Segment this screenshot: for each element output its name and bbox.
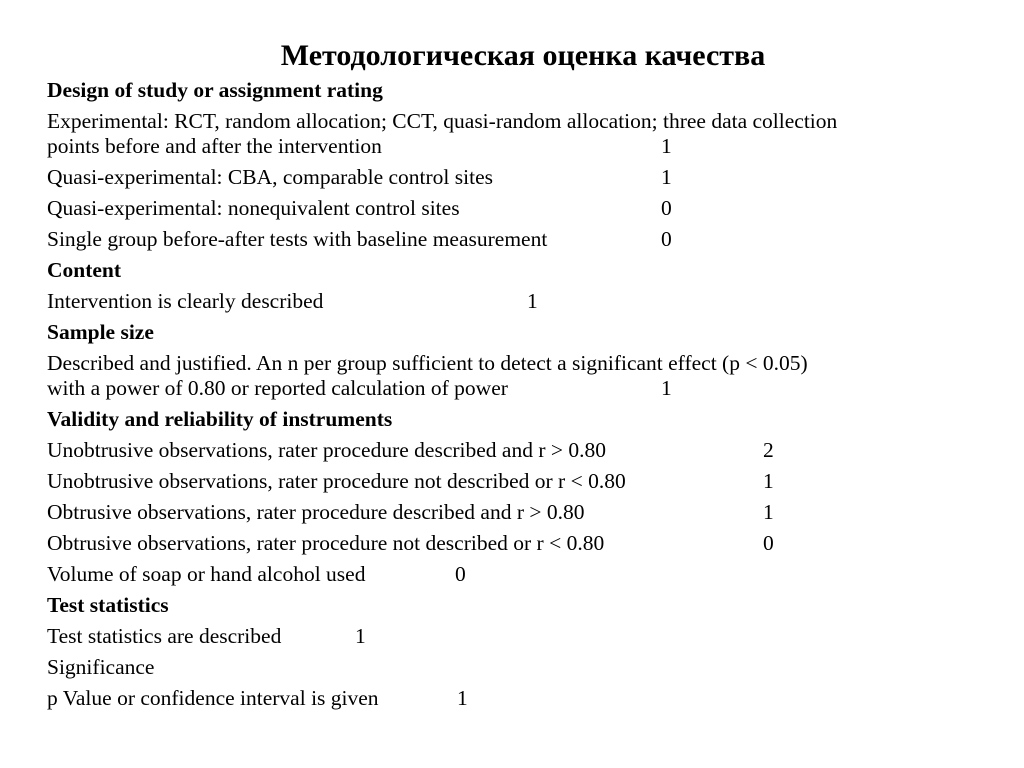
criterion-score: 0 <box>763 531 774 555</box>
criterion-row-intervention <box>47 289 1017 314</box>
criterion-text: Volume of soap or hand alcohol used <box>47 562 366 586</box>
criterion-text: Obtrusive observations, rater procedure not described or r < 0.80 <box>47 531 605 555</box>
criterion-text: Obtrusive observations, rater procedure described and r > 0.80 <box>47 500 585 524</box>
criterion-text: Unobtrusive observations, rater procedure not described or r < 0.80 <box>47 469 626 493</box>
criterion-row-unobtrusive-described <box>47 438 1017 463</box>
criterion-score: 1 <box>661 134 672 158</box>
section-heading-validity <box>47 407 1017 432</box>
section-label-significance <box>47 655 1017 680</box>
criterion-score: 1 <box>355 624 366 648</box>
criterion-text: Quasi-experimental: nonequivalent control sites <box>47 196 460 220</box>
section-heading-text: Design of study or assignment rating <box>47 78 383 102</box>
criterion-row-p-value <box>47 686 1017 711</box>
criterion-row-experimental <box>47 109 1017 159</box>
criterion-row-test-statistics <box>47 624 1017 649</box>
section-heading-design <box>47 78 1017 103</box>
criterion-row-soap-volume <box>47 562 1017 587</box>
criterion-row-quasi-nonequivalent <box>47 196 1017 221</box>
criteria-list <box>47 78 1017 717</box>
section-heading-sample-size <box>47 320 1017 345</box>
section-heading-content <box>47 258 1017 283</box>
criterion-text: Quasi-experimental: CBA, comparable control sites <box>47 165 493 189</box>
criterion-score: 1 <box>457 686 468 710</box>
criterion-text: Intervention is clearly described <box>47 289 324 313</box>
criterion-row-sample <box>47 351 1017 401</box>
criterion-score: 1 <box>763 500 774 524</box>
criterion-text-line2: with a power of 0.80 or reported calculation of power <box>47 376 508 400</box>
criterion-row-unobtrusive-not-described <box>47 469 1017 494</box>
criterion-score: 1 <box>661 165 672 189</box>
criterion-score: 1 <box>661 376 672 400</box>
section-heading-test-statistics <box>47 593 1017 618</box>
section-heading-text: Test statistics <box>47 593 169 617</box>
section-heading-text: Sample size <box>47 320 154 344</box>
criterion-row-quasi-cba <box>47 165 1017 190</box>
section-label-text: Significance <box>47 655 155 679</box>
section-heading-text: Content <box>47 258 122 282</box>
slide-title: Методологическая оценка качества <box>280 39 766 72</box>
criterion-text: Test statistics are described <box>47 624 282 648</box>
criterion-score: 1 <box>763 469 774 493</box>
criterion-text-line1: Experimental: RCT, random allocation; CCT, quasi-random allocation; three data collection <box>47 109 838 133</box>
criterion-row-obtrusive-not-described <box>47 531 1017 556</box>
criterion-text: p Value or confidence interval is given <box>47 686 379 710</box>
criterion-score: 2 <box>763 438 774 462</box>
criterion-text-line2: points before and after the intervention <box>47 134 382 158</box>
criterion-score: 1 <box>527 289 538 313</box>
criterion-score: 0 <box>455 562 466 586</box>
criterion-row-single-group <box>47 227 1017 252</box>
criterion-score: 0 <box>661 196 672 220</box>
criterion-text: Single group before-after tests with baseline measurement <box>47 227 548 251</box>
criterion-row-obtrusive-described <box>47 500 1017 525</box>
criterion-text: Unobtrusive observations, rater procedure described and r > 0.80 <box>47 438 606 462</box>
criterion-text-line1: Described and justified. An n per group sufficient to detect a significant effect (p < 0.05) <box>47 351 808 375</box>
section-heading-text: Validity and reliability of instruments <box>47 407 393 431</box>
criterion-score: 0 <box>661 227 672 251</box>
